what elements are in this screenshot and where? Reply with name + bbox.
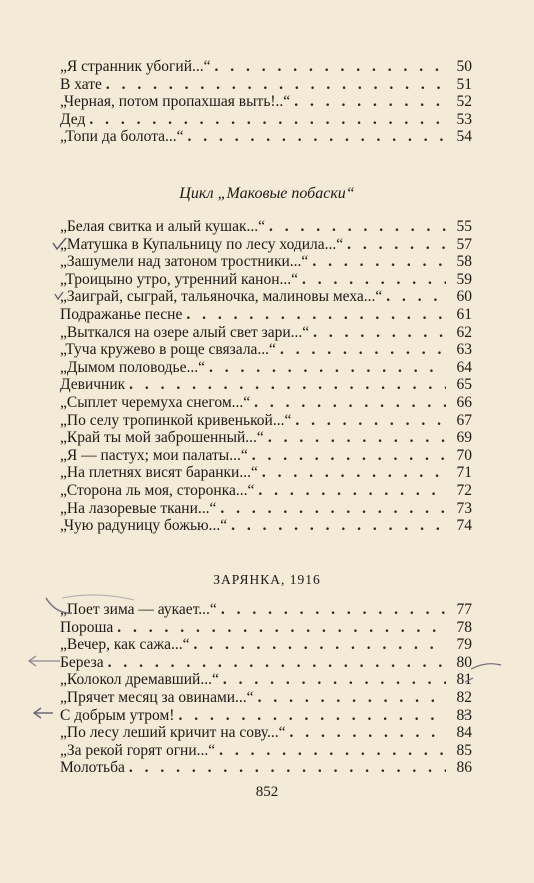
entry-title: „Зашумели над затоном тростники...“ <box>60 253 309 271</box>
toc-entry <box>60 482 472 500</box>
dot-leader <box>215 58 447 76</box>
section-heading-cycle: Цикл „Маковые побаски“ <box>179 185 355 202</box>
dot-leader <box>220 500 446 518</box>
toc-entry <box>60 76 472 94</box>
dot-leader <box>108 654 446 672</box>
toc-entry <box>60 500 472 518</box>
entry-title: „Поет зима — аукает...“ <box>60 601 217 618</box>
dot-leader <box>221 601 446 619</box>
dot-leader <box>188 128 446 146</box>
entry-title: „Выткался на озере алый свет зари...“ <box>60 323 310 341</box>
entry-page-number: 50 <box>456 58 472 75</box>
toc-entry <box>60 707 472 725</box>
toc-entry <box>60 636 472 654</box>
entry-title: „Я — пастух; мои палаты...“ <box>60 446 248 464</box>
entry-title: „Матушка в Купальницу по лесу ходила...“ <box>60 235 344 253</box>
toc-entry <box>60 394 472 412</box>
toc-entry <box>60 517 472 535</box>
entry-page-number: 78 <box>456 618 472 636</box>
entry-page-number: 81 <box>456 671 472 689</box>
dot-leader <box>231 517 446 535</box>
pencil-check-mark <box>52 236 68 252</box>
dot-leader <box>312 253 446 271</box>
dot-leader <box>347 236 446 254</box>
toc-entry <box>60 412 472 430</box>
entry-page-number: 86 <box>456 759 472 777</box>
toc-entry <box>60 93 472 111</box>
entry-page-number: 73 <box>456 499 472 517</box>
toc-entry <box>60 689 472 707</box>
pencil-arrow-mark <box>26 654 62 668</box>
entry-title: Пороша <box>60 618 114 636</box>
entry-page-number: 77 <box>456 601 472 618</box>
entry-title: „Троицыно утро, утренний канон...“ <box>60 270 299 288</box>
entry-page-number: 83 <box>456 706 472 724</box>
toc-section-zaryanka <box>60 601 472 777</box>
entry-title: „Колокол дремавший...“ <box>60 671 219 689</box>
dot-leader <box>386 288 446 306</box>
entry-page-number: 62 <box>456 323 472 341</box>
dot-leader <box>252 447 446 465</box>
dot-leader <box>178 707 446 725</box>
toc-entry <box>60 759 472 777</box>
toc-entry <box>60 341 472 359</box>
entry-page-number: 84 <box>456 724 472 742</box>
dot-leader <box>280 341 446 359</box>
toc-entry <box>60 236 472 254</box>
entry-title: „Сыплет черемуха снегом...“ <box>60 393 251 411</box>
entry-title: „Топи да болота...“ <box>60 128 184 146</box>
toc-entry <box>60 429 472 447</box>
entry-title: Подражанье песне <box>60 305 183 323</box>
entry-page-number: 51 <box>456 75 472 93</box>
toc-entry <box>60 253 472 271</box>
entry-page-number: 60 <box>456 288 472 306</box>
entry-title: „Туча кружево в роще связала...“ <box>60 341 276 359</box>
entry-title: Молотьба <box>60 759 125 777</box>
dot-leader <box>186 306 446 324</box>
entry-page-number: 52 <box>456 93 472 111</box>
entry-page-number: 55 <box>456 218 472 235</box>
toc-entry <box>60 654 472 672</box>
toc-entry <box>60 306 472 324</box>
entry-title: „На плетнях висят баранки...“ <box>60 464 258 482</box>
entry-page-number: 67 <box>456 411 472 429</box>
toc-entry <box>60 447 472 465</box>
toc-entry <box>60 671 472 689</box>
entry-title: „По лесу леший кричит на сову...“ <box>60 724 286 742</box>
entry-page-number: 64 <box>456 358 472 376</box>
entry-page-number: 79 <box>456 636 472 654</box>
toc-entry <box>60 724 472 742</box>
pencil-arrow-mark <box>32 705 54 719</box>
dot-leader <box>302 271 446 289</box>
dot-leader <box>268 429 446 447</box>
entry-page-number: 69 <box>456 429 472 447</box>
dot-leader <box>262 464 446 482</box>
entry-page-number: 63 <box>456 341 472 359</box>
dot-leader <box>258 689 446 707</box>
entry-title: „Дымом половодье...“ <box>60 358 205 376</box>
entry-title: Береза <box>60 653 104 671</box>
pencil-dash-mark <box>462 710 472 718</box>
dot-leader <box>295 412 446 430</box>
entry-page-number: 85 <box>456 741 472 759</box>
dot-leader <box>313 324 446 342</box>
dot-leader <box>106 76 446 94</box>
entry-page-number: 80 <box>456 653 472 671</box>
entry-title: Девичник <box>60 376 126 394</box>
entry-title: „Заиграй, сыграй, тальяночка, малиновы меха...“ <box>60 288 383 306</box>
entry-page-number: 66 <box>456 393 472 411</box>
entry-title: „Я странник убогий...“ <box>60 58 211 75</box>
entry-title: „Белая свитка и алый кушак...“ <box>60 218 266 235</box>
toc-entry <box>60 111 472 129</box>
entry-title: „Вечер, как сажа...“ <box>60 636 190 654</box>
entry-page-number: 71 <box>456 464 472 482</box>
entry-page-number: 57 <box>456 235 472 253</box>
entry-title: „По селу тропинкой кривенькой...“ <box>60 411 292 429</box>
entry-page-number: 58 <box>456 253 472 271</box>
toc-entry <box>60 58 472 76</box>
toc-entry <box>60 271 472 289</box>
entry-page-number: 72 <box>456 481 472 499</box>
pencil-underline-mark <box>470 660 502 672</box>
toc-entry <box>60 128 472 146</box>
dot-leader <box>129 759 446 777</box>
entry-title: „Сторона ль моя, сторонка...“ <box>60 481 255 499</box>
entry-page-number: 54 <box>456 128 472 146</box>
dot-leader <box>117 619 446 637</box>
dot-leader <box>294 93 446 111</box>
dot-leader <box>290 724 447 742</box>
toc-entry <box>60 742 472 760</box>
section-heading-zaryanka: ЗАРЯНКА, 1916 <box>213 572 321 587</box>
dot-leader <box>209 359 446 377</box>
entry-title: В хате <box>60 75 102 93</box>
toc-entry <box>60 359 472 377</box>
toc-entry <box>60 324 472 342</box>
pencil-dash-mark <box>464 676 474 684</box>
entry-page-number: 61 <box>456 305 472 323</box>
toc-entry <box>60 288 472 306</box>
entry-title: „На лазоревые ткани...“ <box>60 499 217 517</box>
dot-leader <box>219 742 446 760</box>
entry-page-number: 70 <box>456 446 472 464</box>
dot-leader <box>89 111 446 129</box>
dot-leader <box>129 376 446 394</box>
entry-title: „Чую радуницу божью...“ <box>60 517 228 535</box>
toc-entry <box>60 218 472 236</box>
entry-title: „За рекой горят огни...“ <box>60 741 216 759</box>
entry-title: Дед <box>60 110 86 128</box>
entry-title: „Прячет месяц за овинами...“ <box>60 688 254 706</box>
entry-page-number: 53 <box>456 110 472 128</box>
toc-entry <box>60 376 472 394</box>
pencil-bracket-mark <box>42 592 142 622</box>
entry-page-number: 82 <box>456 688 472 706</box>
entry-title: „Край ты мой заброшенный...“ <box>60 429 264 447</box>
entry-title: „Черная, потом пропахшая выть!..“ <box>60 93 291 111</box>
entry-page-number: 59 <box>456 270 472 288</box>
toc-entry <box>60 464 472 482</box>
page-number: 852 <box>255 784 279 800</box>
entry-page-number: 74 <box>456 517 472 535</box>
dot-leader <box>269 218 446 236</box>
dot-leader <box>194 636 446 654</box>
dot-leader <box>223 671 446 689</box>
dot-leader <box>258 482 446 500</box>
entry-page-number: 65 <box>456 376 472 394</box>
toc-group-1 <box>60 58 472 146</box>
pencil-check-mark <box>54 290 64 302</box>
dot-leader <box>254 394 446 412</box>
entry-title: С добрым утром! <box>60 706 175 724</box>
toc-section-cycle <box>60 218 472 535</box>
